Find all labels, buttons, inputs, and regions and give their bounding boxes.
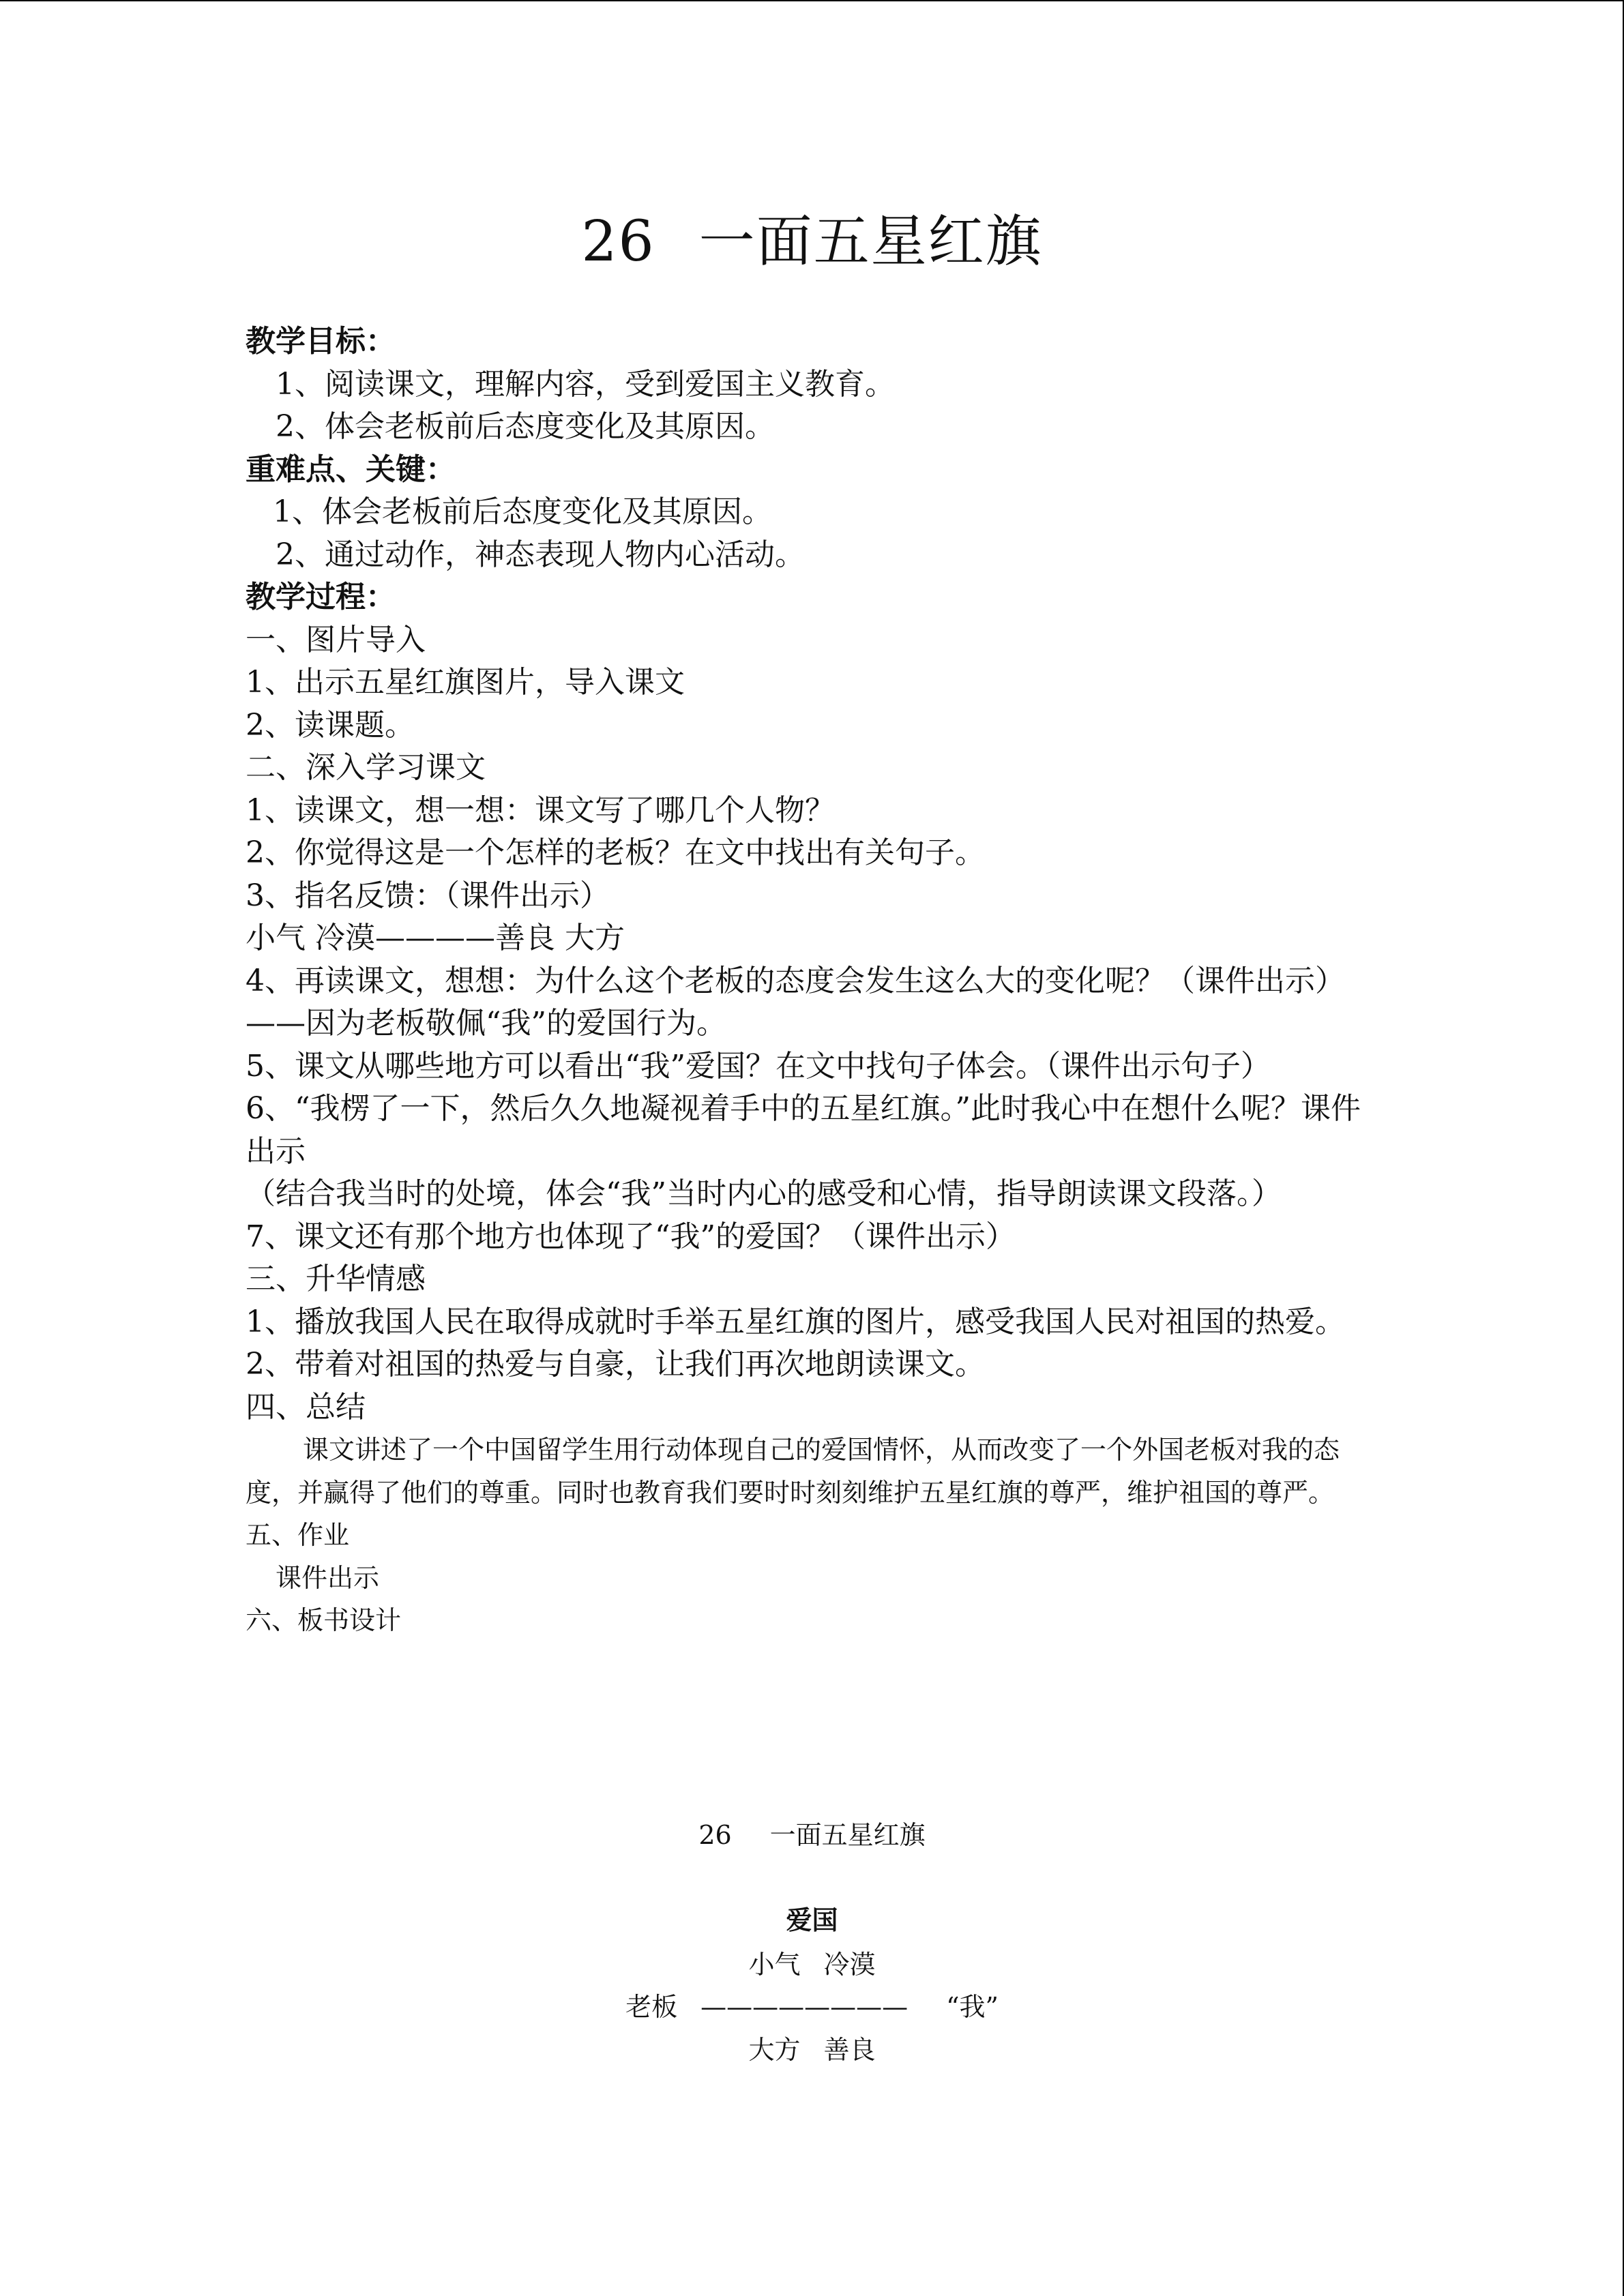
- step-item: 3、指名反馈：（课件出示）: [246, 878, 610, 913]
- section-heading: 二、深入学习课文: [246, 750, 486, 785]
- section-heading: 五、作业: [246, 1520, 350, 1550]
- board-word: 小气: [748, 1950, 801, 1980]
- keys-heading: 重难点、关键：: [246, 451, 456, 487]
- page-border-top: [0, 0, 1624, 1]
- key-item: 1、体会老板前后态度变化及其原因。: [273, 494, 772, 529]
- lesson-number: 26: [581, 209, 655, 274]
- goal-item: 2、体会老板前后态度变化及其原因。: [276, 409, 775, 444]
- board-left: 老板: [625, 1992, 678, 2022]
- board-word: 大方: [748, 2035, 801, 2065]
- board-title-text: 一面五星红旗: [769, 1820, 926, 1850]
- step-item: 1、出示五星红旗图片，导入课文: [246, 665, 685, 700]
- step-item: 7、课文还有那个地方也体现了“我”的爱国？（课件出示）: [246, 1219, 1016, 1254]
- goals-heading: 教学目标：: [246, 324, 396, 359]
- summary-paragraph: 课文讲述了一个中国留学生用行动体现自己的爱国情怀，从而改变了一个外国老板对我的态度，并赢得了他们的尊重。同时也教育我们要时时刻刻维护五星红旗的尊严，维护祖国的尊严。: [246, 1435, 1340, 1508]
- step-item: 2、带着对祖国的热爱与自豪，让我们再次地朗读课文。: [246, 1347, 985, 1382]
- lesson-title: 一面五星红旗: [698, 209, 1043, 274]
- board-right: “我”: [946, 1992, 999, 2022]
- step-item: 1、播放我国人民在取得成就时手举五星红旗的图片，感受我国人民对祖国的热爱。: [246, 1304, 1345, 1339]
- board-word: 善良: [823, 2035, 876, 2065]
- step-item: 2、你觉得这是一个怎样的老板？在文中找出有关句子。: [246, 835, 985, 870]
- board-row: [0, 1943, 1624, 1981]
- key-item: 2、通过动作，神态表现人物内心活动。: [276, 537, 805, 572]
- section-heading: 四、总结: [246, 1389, 366, 1425]
- step-item: 2、读课题。: [246, 707, 415, 743]
- step-detail: （结合我当时的处境，体会“我”当时内心的感受和心情，指导朗读课文段落。）: [246, 1176, 1282, 1211]
- step-item: 4、再读课文，想想：为什么这个老板的态度会发生这么大的变化呢？（课件出示）——因为老板敬佩“我”的爱国行为。: [246, 963, 1345, 1041]
- step-item: 1、读课文，想一想：课文写了哪几个人物？: [246, 792, 835, 828]
- homework-text: 课件出示: [276, 1562, 380, 1593]
- goal-item: 1、阅读课文，理解内容，受到爱国主义教育。: [276, 366, 895, 402]
- step-item: 5、课文从哪些地方可以看出“我”爱国？在文中找句子体会。（课件出示句子）: [246, 1048, 1271, 1084]
- section-heading: 一、图片导入: [246, 622, 426, 657]
- lesson-plan-body: [246, 320, 1378, 1642]
- board-title: [0, 1814, 1624, 1851]
- board-keyword: 爱国: [786, 1905, 838, 1935]
- board-word: 冷漠: [823, 1950, 876, 1980]
- board-row: [0, 2029, 1624, 2066]
- section-heading: 六、板书设计: [246, 1605, 402, 1635]
- section-heading: 三、升华情感: [246, 1262, 426, 1296]
- step-item: 6、“我楞了一下，然后久久地凝视着手中的五星红旗。”此时我心中在想什么呢？课件出示: [246, 1091, 1361, 1169]
- process-heading: 教学过程：: [246, 580, 396, 614]
- board-row: [0, 1986, 1624, 2023]
- step-detail: 小气 冷漠————善良 大方: [246, 921, 625, 955]
- board-number: 26: [698, 1820, 732, 1850]
- page-title: [0, 205, 1624, 280]
- board-dashes: ————————: [700, 1992, 909, 2022]
